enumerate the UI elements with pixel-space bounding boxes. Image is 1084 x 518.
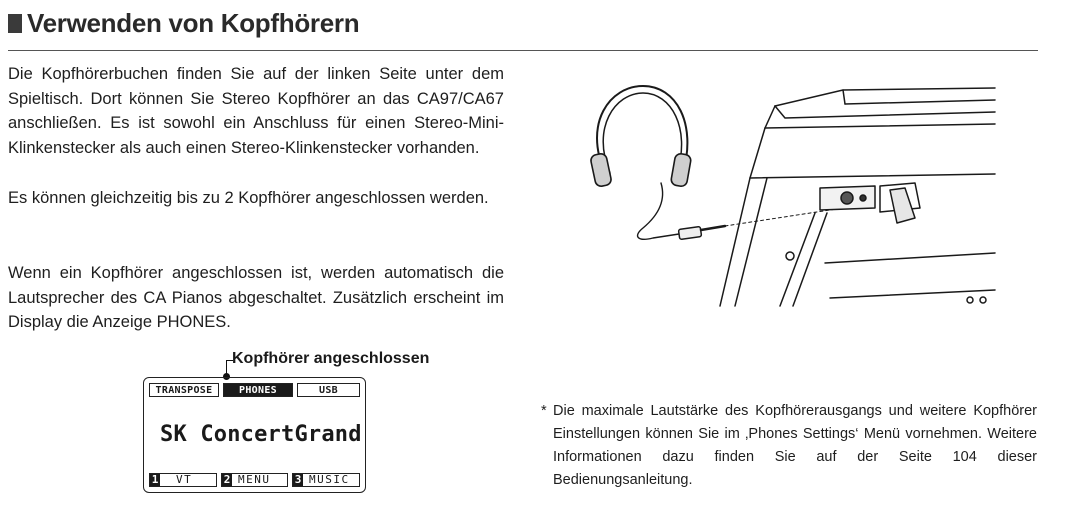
lcd-tab-phones: PHONES — [223, 383, 293, 397]
footnote — [541, 400, 1037, 492]
function-key-number: 3 — [294, 473, 302, 486]
lcd-function-key-1 — [149, 473, 217, 487]
heading-square-marker — [8, 14, 22, 33]
paragraph-jack-location: Die Kopfhörerbuchen finden Sie auf der linken Seite unter dem Spieltisch. Dort können Sie Stereo Kopfhörer an das CA97/CA67 anschließen. Es ist sowohl ein Anschluss für einen Stereo-Mini-Klinkenstecker als auch einen Stereo-Klinkenstecker vorhanden. — [8, 65, 504, 157]
paragraph-two-headphones: Es können gleichzeitig bis zu 2 Kopfhörer angeschlossen werden. — [8, 189, 489, 207]
lcd-function-key-3 — [292, 473, 360, 487]
lcd-tab-usb: USB — [297, 383, 360, 397]
footnote-text: Die maximale Lautstärke des Kopfhörerausgangs und weitere Kopfhörer Einstellungen können Sie im ‚Phones Settings‘ Menü vornehmen. Weitere Informationen dazu finden Sie auf der Seite 104 dieser Bedienungsanleitung. — [553, 403, 1037, 488]
footnote-marker: * — [541, 403, 547, 419]
lcd-tab-transpose: TRANSPOSE — [149, 383, 219, 397]
function-key-number: 1 — [151, 473, 159, 486]
function-key-label: VT — [176, 473, 193, 486]
function-key-label: MUSIC — [309, 473, 350, 486]
function-key-label: MENU — [238, 473, 271, 486]
section-header — [8, 6, 1038, 51]
section-title: Verwenden von Kopfhörern — [27, 8, 360, 38]
function-key-number: 2 — [223, 473, 231, 486]
display-callout-label: Kopfhörer angeschlossen — [232, 350, 430, 367]
lcd-sound-name: SK ConcertGrand — [160, 422, 362, 447]
lcd-display — [143, 377, 366, 493]
headphones-icon — [590, 86, 843, 239]
headphone-connection-illustration — [575, 78, 1000, 310]
piano-console-icon — [720, 88, 995, 306]
paragraph-speakers-off: Wenn ein Kopfhörer angeschlossen ist, werden automatisch die Lautsprecher des CA Pianos abgeschaltet. Zusätzlich erscheint im Display die Anzeige PHONES. — [8, 264, 504, 331]
lcd-function-key-2 — [221, 473, 288, 487]
